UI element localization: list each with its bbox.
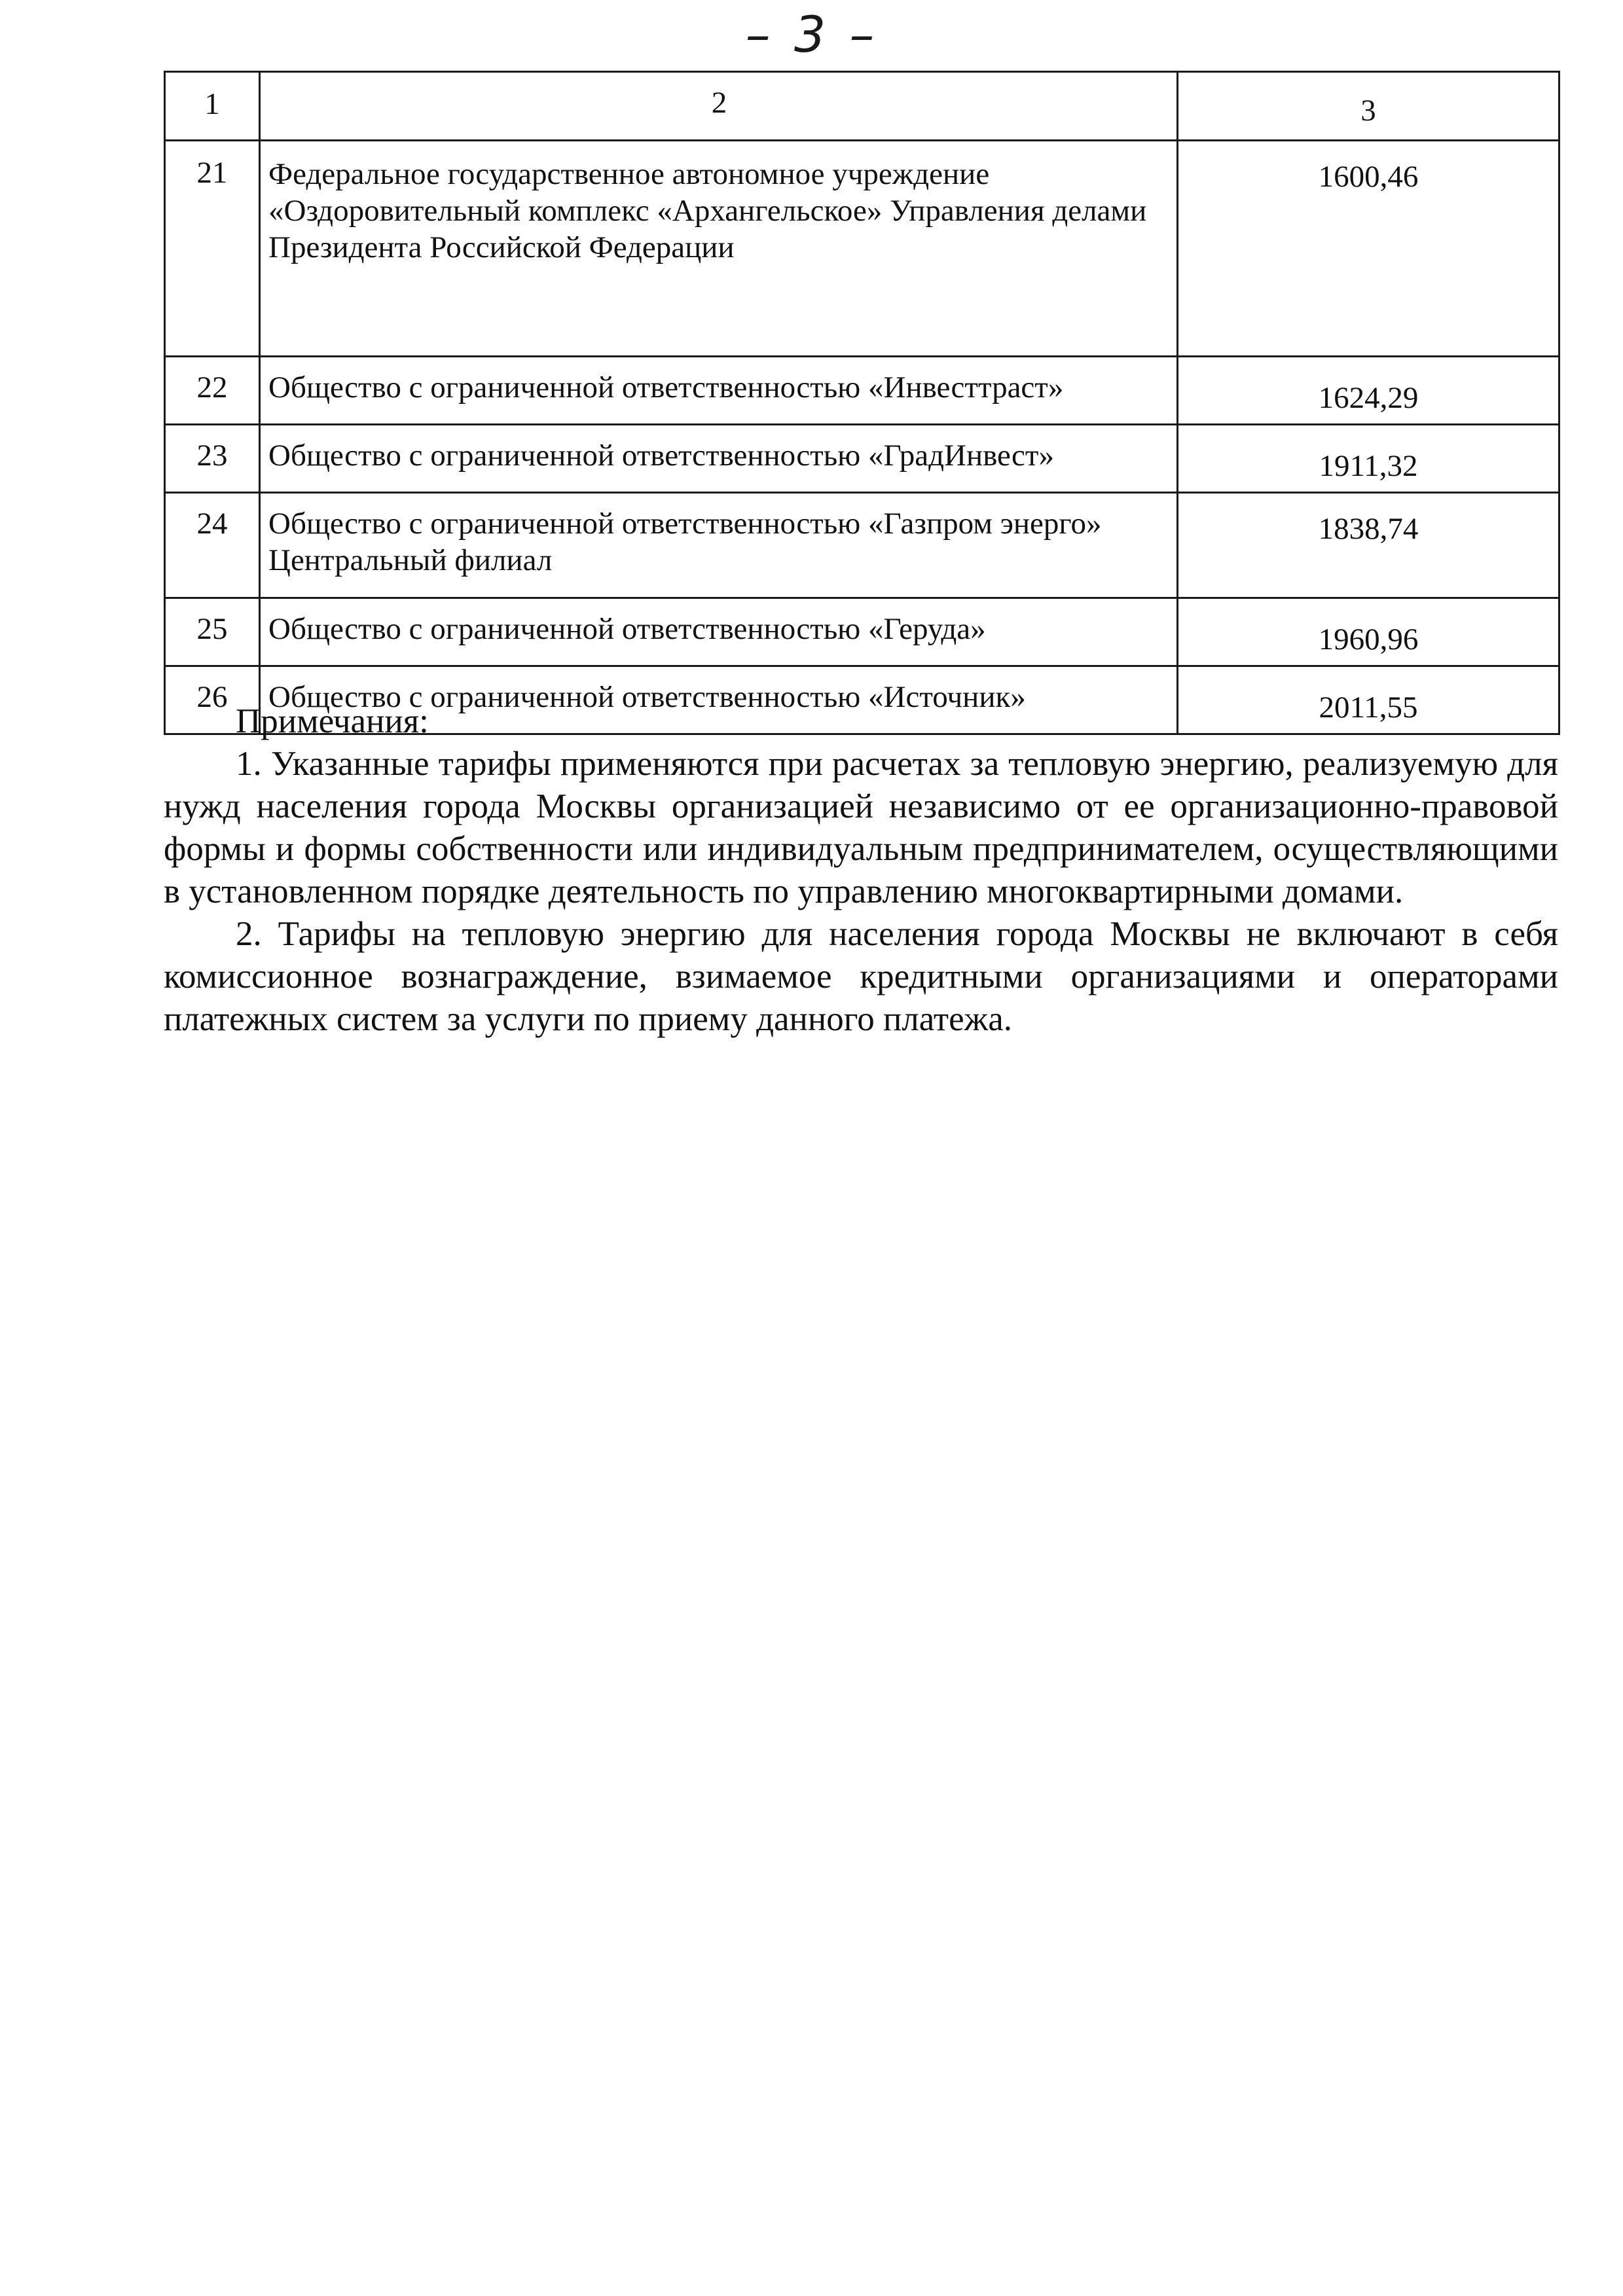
table-row (165, 141, 1559, 357)
note-item-1: 1. Указанные тарифы применяются при расчетах за тепловую энергию, реализуемую для нужд населения города Москвы организацией независимо от ее организационно-правовой формы и формы собственности или индивидуальным предпринимателем, осуществляющими в установленном порядке деятельность по управлению многоквартирными домами. (164, 745, 1558, 910)
table-row (165, 598, 1559, 666)
row-number: 23 (165, 425, 260, 493)
notes-title: Примечания: (236, 702, 429, 740)
table-row (165, 493, 1559, 598)
header-cell-tariff: 3 (1178, 72, 1559, 141)
header-cell-number: 1 (165, 72, 260, 141)
row-number: 21 (165, 141, 260, 357)
notes-section (164, 700, 1558, 1041)
header-cell-organization: 2 (260, 72, 1178, 141)
organization-name: Общество с ограниченной ответственностью «Газпром энерго» Центральный филиал (260, 493, 1178, 598)
row-number: 25 (165, 598, 260, 666)
organization-name: Общество с ограниченной ответственностью «Инвесттраст» (260, 357, 1178, 425)
organization-name: Федеральное государственное автономное учреждение «Оздоровительный комплекс «Архангельское» Управления делами Президента Российской Федерации (260, 141, 1178, 357)
tariff-table (164, 71, 1560, 735)
page-number: – 3 – (745, 5, 879, 63)
table-header-row (165, 72, 1559, 141)
organization-name: Общество с ограниченной ответственностью «Источник» (260, 666, 1178, 734)
organization-name: Общество с ограниченной ответственностью «Геруда» (260, 598, 1178, 666)
tariff-value: 1911,32 (1178, 425, 1559, 493)
table-row (165, 357, 1559, 425)
table-row (165, 425, 1559, 493)
organization-name: Общество с ограниченной ответственностью «ГрадИнвест» (260, 425, 1178, 493)
tariff-value: 1624,29 (1178, 357, 1559, 425)
tariff-value: 2011,55 (1178, 666, 1559, 734)
note-item-2: 2. Тарифы на тепловую энергию для населения города Москвы не включают в себя комиссионное вознаграждение, взимаемое кредитными организациями и операторами платежных систем за услуги по приему данного платежа. (164, 915, 1558, 1038)
row-number: 26 (165, 666, 260, 734)
tariff-value: 1838,74 (1178, 493, 1559, 598)
row-number: 24 (165, 493, 260, 598)
row-number: 22 (165, 357, 260, 425)
tariff-value: 1600,46 (1178, 141, 1559, 357)
tariff-value: 1960,96 (1178, 598, 1559, 666)
